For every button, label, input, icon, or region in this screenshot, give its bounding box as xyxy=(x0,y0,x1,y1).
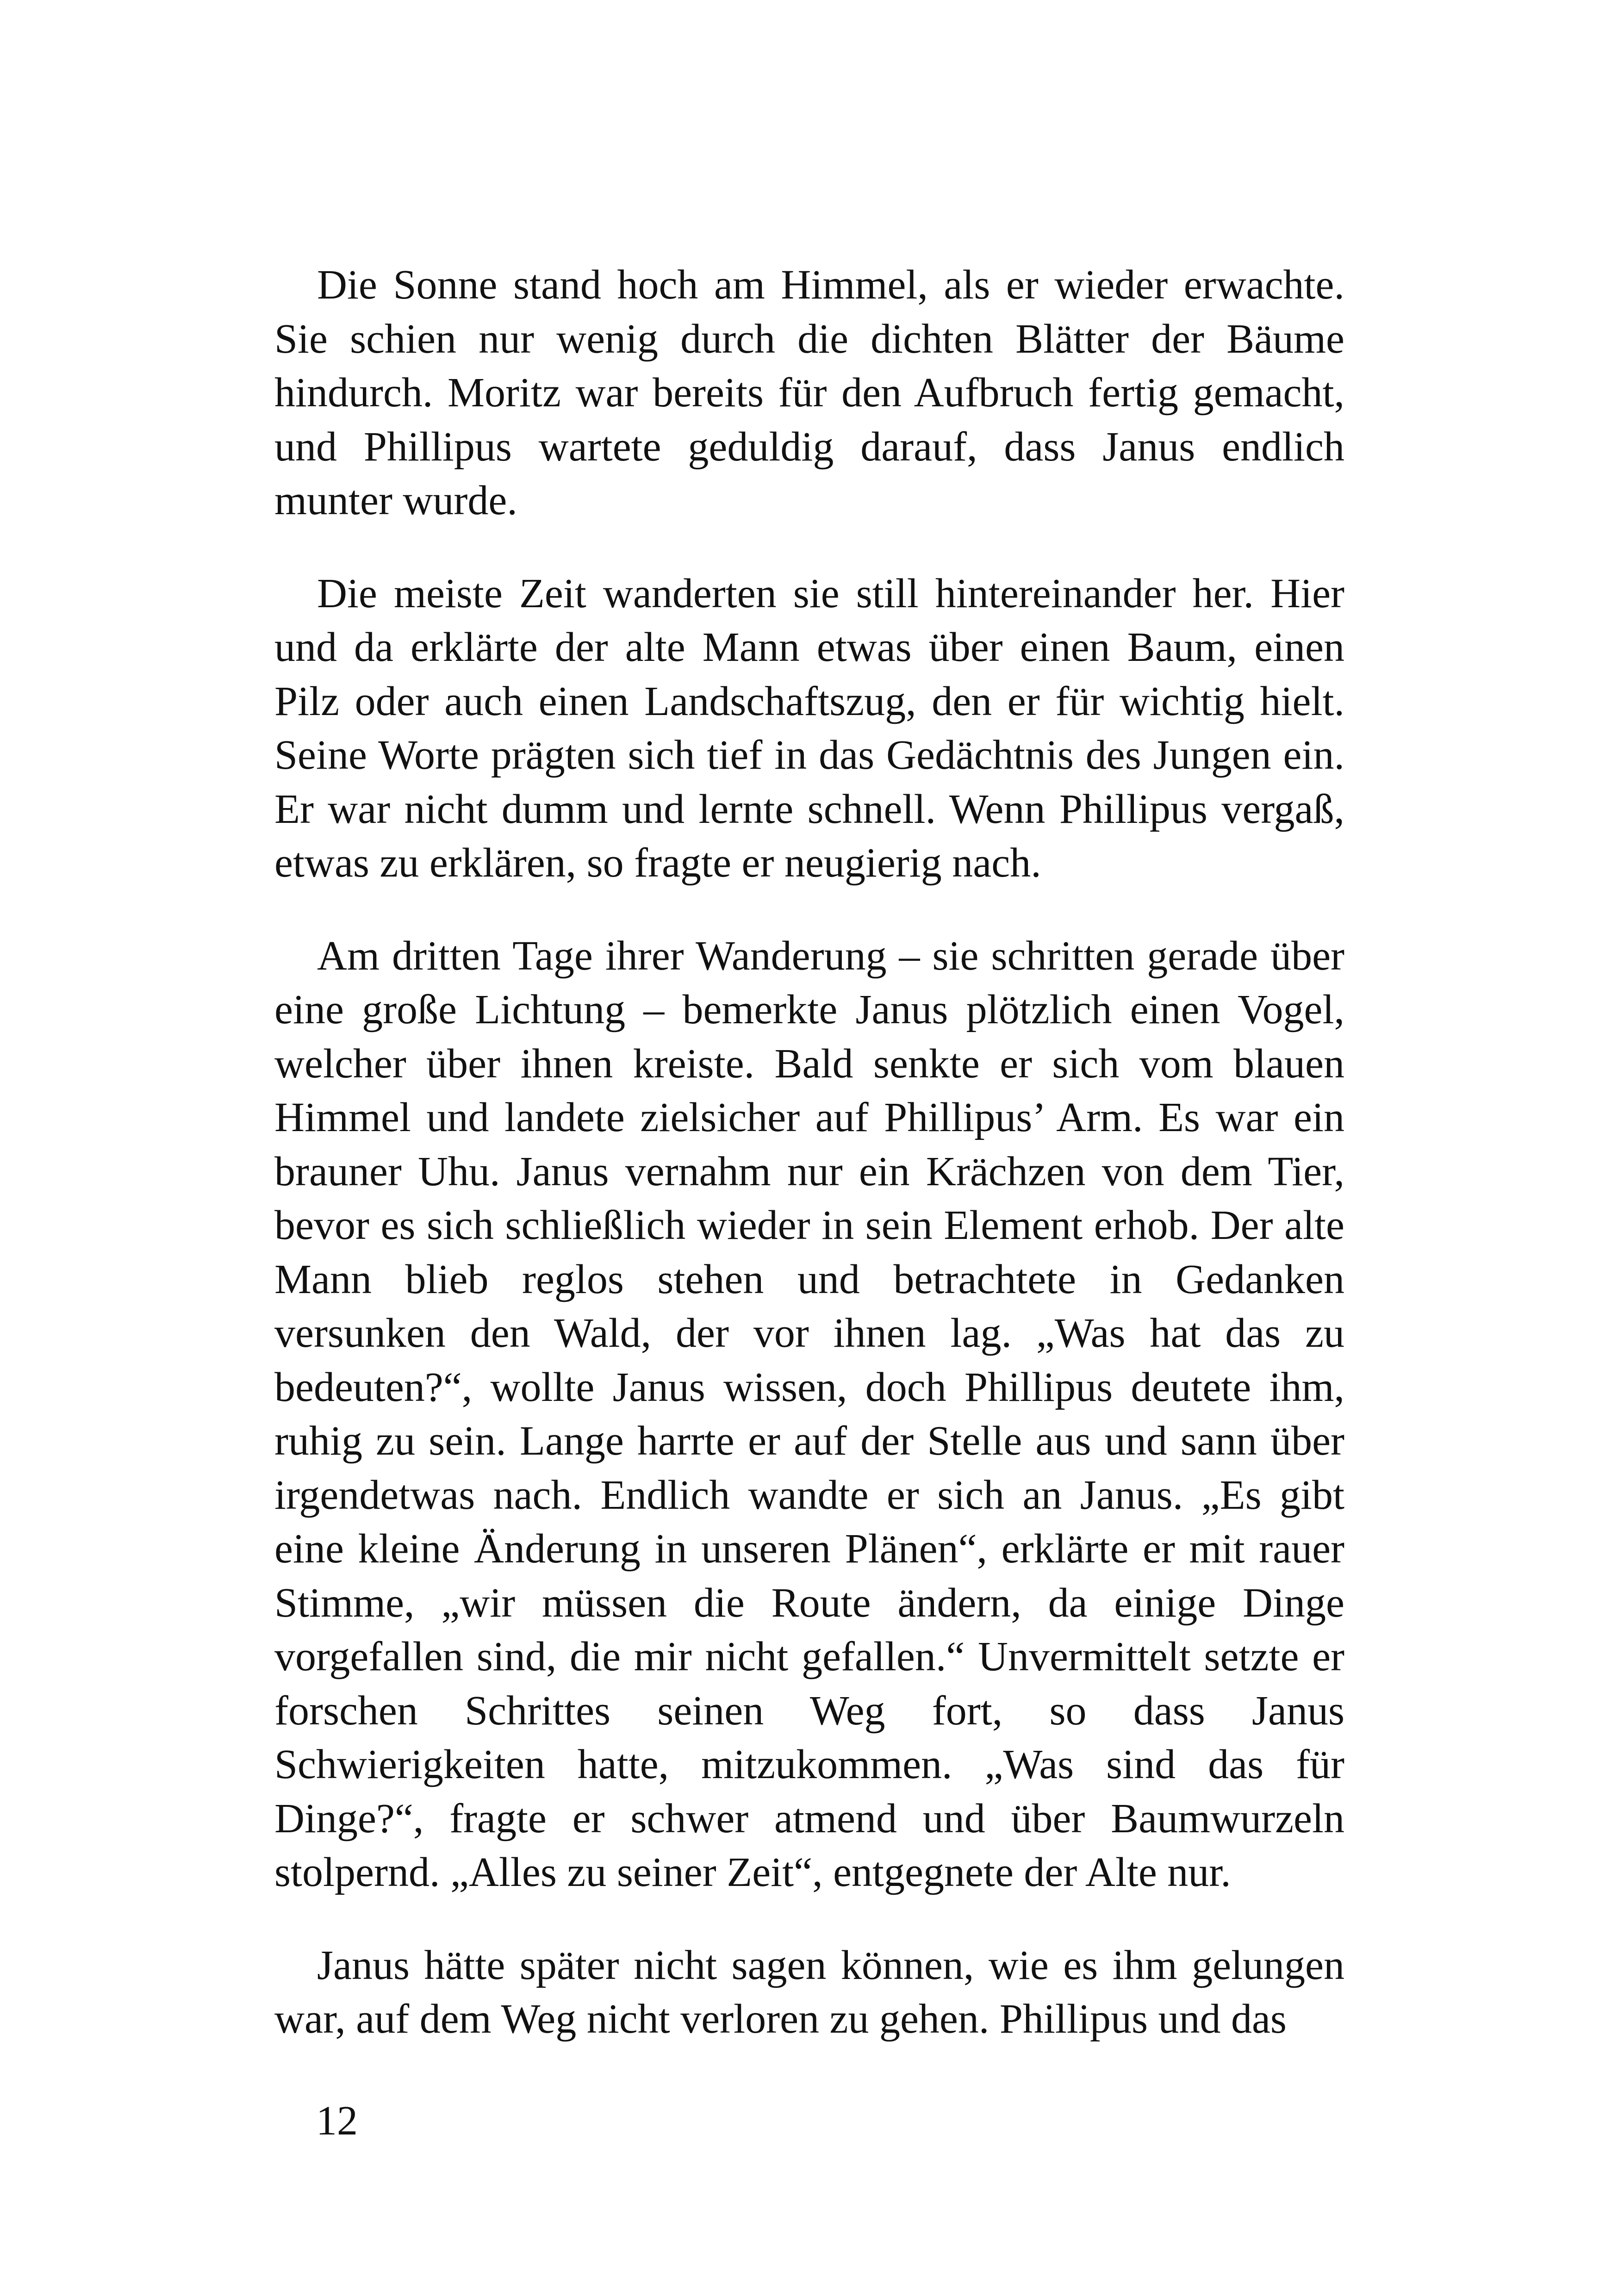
paragraph-3: Am dritten Tage ihrer Wanderung – sie schritten gerade über eine große Lichtung – bemerkte Janus plötzlich einen Vogel, welcher über ihnen kreiste. Bald senkte er sich vom blauen Himmel und landete zielsicher auf Phillipus’ Arm. Es war ein brauner Uhu. Janus vernahm nur ein Krächzen von dem Tier, bevor es sich schließlich wieder in sein Element erhob. Der alte Mann blieb reglos stehen und betrachtete in Gedanken versunken den Wald, der vor ihnen lag. „Was hat das zu bedeuten?“, wollte Janus wissen, doch Phillipus deutete ihm, ruhig zu sein. Lange harrte er auf der Stelle aus und sann über irgendetwas nach. Endlich wandte er sich an Janus. „Es gibt eine kleine Änderung in unseren Plänen“, erklärte er mit rauer Stimme, „wir müssen die Route ändern, da einige Dinge vorgefallen sind, die mir nicht gefallen.“ Unvermittelt setzte er forschen Schrittes seinen Weg fort, so dass Janus Schwierigkeiten hatte, mitzukommen. „Was sind das für Dinge?“, fragte er schwer atmend und über Baumwurzeln stolpernd. „Alles zu seiner Zeit“, entgegnete der Alte nur. xyxy=(274,933,1344,1895)
paragraph-2: Die meiste Zeit wanderten sie still hintereinander her. Hier und da erklärte der alte Mann etwas über einen Baum, einen Pilz oder auch einen Landschaftszug, den er für wichtig hielt. Seine Worte prägten sich tief in das Gedächtnis des Jungen ein. Er war nicht dumm und lernte schnell. Wenn Phillipus vergaß, etwas zu erklären, so fragte er neugierig nach. xyxy=(274,570,1344,886)
page-number: 12 xyxy=(316,2098,358,2144)
body-text xyxy=(274,258,1344,2085)
paragraph-4: Janus hätte später nicht sagen können, wie es ihm gelungen war, auf dem Weg nicht verloren zu gehen. Phillipus und das xyxy=(274,1942,1344,2042)
paragraph-1: Die Sonne stand hoch am Himmel, als er wieder erwachte. Sie schien nur wenig durch die dichten Blätter der Bäume hindurch. Moritz war bereits für den Aufbruch fertig gemacht, und Phillipus wartete geduldig darauf, dass Janus endlich munter wurde. xyxy=(274,262,1344,523)
